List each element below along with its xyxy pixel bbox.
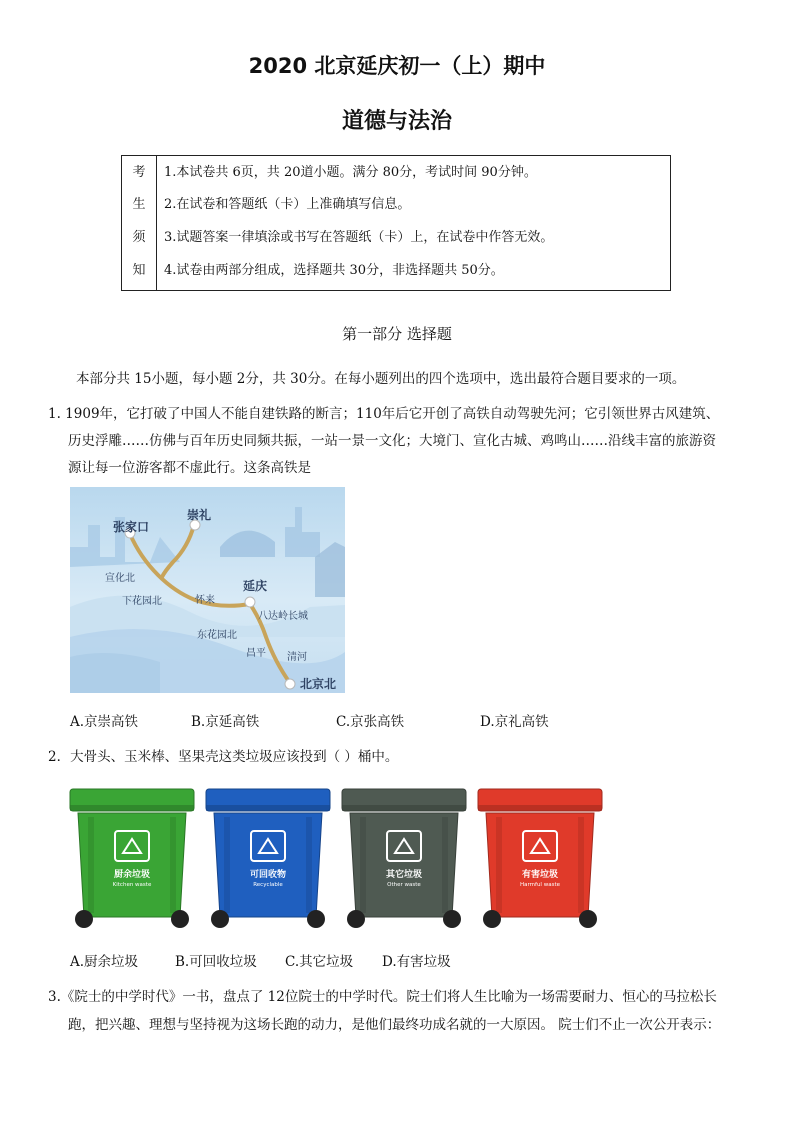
q1-option-d[interactable]: D.京礼高铁 <box>480 714 549 730</box>
map-label: 东花园北 <box>197 630 237 641</box>
map-label: 北京北 <box>300 677 337 691</box>
q1-line: 1. 1909年，它打破了中国人不能自建铁路的断言；110年后它开创了高铁自动驾驶先河；它引领世界古风建筑、 <box>48 406 720 422</box>
q1-option-b[interactable]: B.京延高铁 <box>191 714 260 730</box>
notice-item: 4.试卷由两部分组成，选择题共 30分，非选择题共 50分。 <box>164 263 504 278</box>
q3-line: 跑，把兴趣、理想与坚持视为这场长跑的动力，是他们最终功成名就的一大原因。 院士们不止一次公开表示： <box>68 1017 721 1033</box>
garbage-bin <box>206 789 330 928</box>
garbage-bin <box>478 789 602 928</box>
garbage-bins-graphic <box>68 785 608 933</box>
notice-side-char: 须 <box>132 230 146 245</box>
map-label: 怀来 <box>195 595 215 606</box>
bin-label-cn: 其它垃圾 <box>385 870 423 880</box>
railway-map-image <box>70 487 345 693</box>
q2-option-b[interactable]: B.可回收垃圾 <box>175 954 257 970</box>
garbage-bin <box>342 789 466 928</box>
notice-side-label <box>122 156 157 290</box>
q1-line: 历史浮雕……仿佛与百年历史同频共振，一站一景一文化；大境门、宣化古城、鸡鸣山……沿线丰富的旅游资 <box>68 433 716 449</box>
bin-label-en: Kitchen waste <box>112 882 152 888</box>
railway-map-graphic <box>70 487 345 693</box>
q2-stem: 2．大骨头、玉米棒、坚果壳这类垃圾应该投到（ ）桶中。 <box>48 749 399 765</box>
q2-option-c[interactable]: C.其它垃圾 <box>285 954 354 970</box>
map-label: 昌平 <box>246 648 266 659</box>
map-label: 崇礼 <box>187 508 212 522</box>
map-label: 延庆 <box>243 579 268 593</box>
notice-side-char: 生 <box>132 197 146 212</box>
bin-label-en: Harmful waste <box>519 882 561 888</box>
bin-label-cn: 有害垃圾 <box>521 870 559 880</box>
bin-label-cn: 厨余垃圾 <box>113 870 151 880</box>
map-label: 清河 <box>287 652 307 663</box>
exam-notice-box <box>121 155 671 291</box>
garbage-bin <box>70 789 194 928</box>
q2-option-a[interactable]: A.厨余垃圾 <box>70 954 139 970</box>
notice-item: 3.试题答案一律填涂或书写在答题纸（卡）上，在试卷中作答无效。 <box>164 230 554 245</box>
bin-label-cn: 可回收物 <box>249 870 287 880</box>
notice-side-char: 考 <box>132 165 146 180</box>
notice-side-char: 知 <box>132 263 146 278</box>
garbage-bins-image <box>68 785 608 933</box>
q1-option-a[interactable]: A.京崇高铁 <box>70 714 139 730</box>
map-label: 下花园北 <box>122 596 162 607</box>
bin-label-en: Other waste <box>387 882 421 888</box>
bin-label-en: Recyclable <box>253 882 283 888</box>
notice-item: 2.在试卷和答题纸（卡）上准确填写信息。 <box>164 197 411 212</box>
notice-item: 1.本试卷共 6页，共 20道小题。满分 80分，考试时间 90分钟。 <box>164 165 537 180</box>
subject-title: 道德与法治 <box>341 109 452 134</box>
section-title: 第一部分 选择题 <box>342 325 452 343</box>
map-label: 八达岭长城 <box>258 611 308 622</box>
exam-title: 2020 北京延庆初一（上）期中 <box>248 54 546 78</box>
map-label: 宣化北 <box>105 573 135 584</box>
q3-line: 3.《院士的中学时代》一书，盘点了 12位院士的中学时代。院士们将人生比喻为一场需要耐力、恒心的马拉松长 <box>48 989 717 1005</box>
q1-line: 源让每一位游客都不虚此行。这条高铁是 <box>68 460 311 476</box>
map-label: 张家口 <box>113 520 150 534</box>
section-intro: 本部分共 15小题，每小题 2分，共 30分。在每小题列出的四个选项中，选出最符合题目要求的一项。 <box>76 371 686 387</box>
q1-option-c[interactable]: C.京张高铁 <box>336 714 405 730</box>
q2-option-d[interactable]: D.有害垃圾 <box>382 954 451 970</box>
